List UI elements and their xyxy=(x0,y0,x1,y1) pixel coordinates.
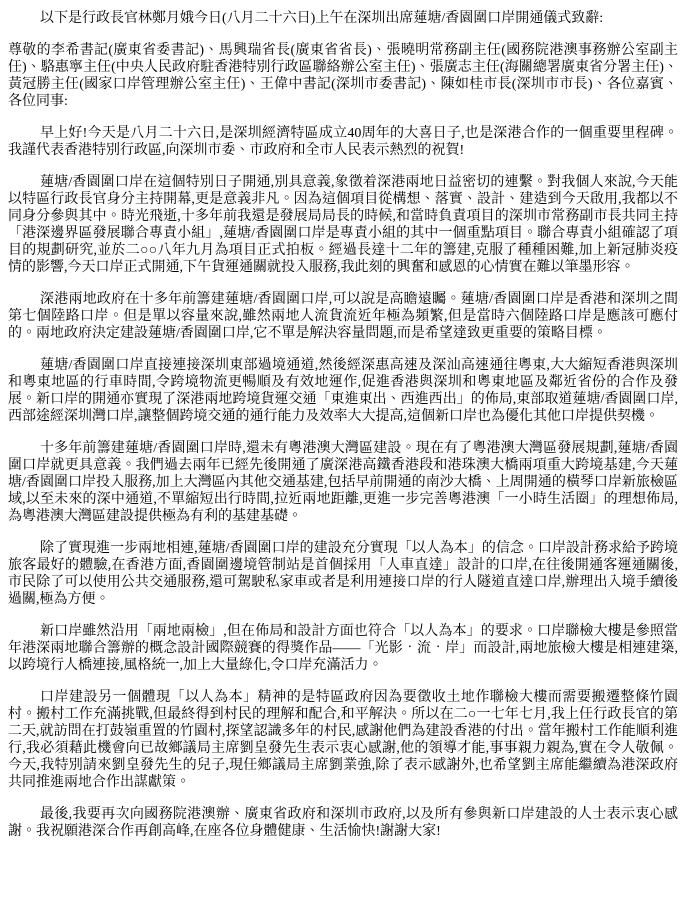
speech-paragraph: 深港兩地政府在十多年前籌建蓮塘/香園圍口岸,可以說是高瞻遠矚。蓮塘/香園圍口岸是香港和深圳之間第七個陸路口岸。但是單以容量來說,雖然兩地人流貨流近年極為頻繁,但是當時六個陸路口岸是應該可應付的。兩地政府決定建設蓮塘/香園圍口岸,它不單是解決容量問題,而是希望達致更重要的策略目標。 xyxy=(8,292,678,341)
speech-paragraph: 早上好!今天是八月二十六日,是深圳經濟特區成立40周年的大喜日子,也是深港合作的一個重要里程碑。我謹代表香港特別行政區,向深圳市委、市政府和全市人民表示熱烈的祝賀! xyxy=(8,126,678,158)
speech-paragraph: 口岸建設另一個體現「以人為本」精神的是特區政府因為要徵收土地作聯檢大樓而需要搬遷整條竹園村。搬村工作充滿挑戰,但最終得到村民的理解和配合,和平解決。所以在二○一七年七月,我上任行政長官的第二天,就訪問在打鼓嶺重置的竹園村,探望認識多年的村民,感謝他們為建設香港的付出。當年搬村工作能順利進行,我必須藉此機會向已故鄉議局主席劉皇發先生表示衷心感謝,他的領導才能,事事親力親為,實在令人敬佩。今天,我特別請來劉皇發先生的兒子,現任鄉議局主席劉業強,除了表示感謝外,也希望劉主席能繼續為港深政府共同推進兩地合作出謀獻策。 xyxy=(8,690,678,790)
document-intro-line: 以下是行政長官林鄭月娥今日(八月二十六日)上午在深圳出席蓮塘/香園圍口岸開通儀式致辭: xyxy=(40,11,604,26)
speech-paragraph: 十多年前籌建蓮塘/香園圍口岸時,還未有粵港澳大灣區建設。現在有了粵港澳大灣區發展規劃,蓮塘/香園圍口岸就更具意義。我們過去兩年已經先後開通了廣深港高鐵香港段和港珠澳大橋兩項重大跨境基建,今天蓮塘/香園圍口岸投入服務,加上大灣區內其他交通基建,包括早前開通的南沙大橋、上周開通的橫琴口岸新旅檢區域,以至未來的深中通道,不單縮短出行時間,拉近兩地距離,更進一步完善粵港澳「一小時生活圈」的理想佈局,為粵港澳大灣區建設提供極為有利的基建基礎。 xyxy=(8,441,678,524)
salutation: 尊敬的李希書記(廣東省委書記)、馬興瑞省長(廣東省省長)、張曉明常務副主任(國務院港澳事務辦公室副主任)、駱惠寧主任(中央人民政府駐香港特別行政區聯絡辦公室主任)、張廣志主任(海關總署廣東省分署主任)、黃冠勝主任(國家口岸管理辦公室主任)、王偉中書記(深圳市委書記)、陳如桂市長(深圳市市長)、各位嘉賓、各位同事: xyxy=(8,43,678,109)
speech-paragraph: 蓮塘/香園圍口岸在這個特別日子開通,別具意義,象徵着深港兩地日益密切的連繫。對我個人來說,今天能以特區行政長官身分主持開幕,更是意義非凡。因為這個項目從構想、落實、設計、建造到今天啟用,我都以不同身分參與其中。時光飛逝,十多年前我還是發展局局長的時候,和當時負責項目的深圳市常務副市長共同主持「港深邊界區發展聯合專責小組」,蓮塘/香園圍口岸是專責小組的其中一個重點項目。聯合專責小組確認了項目的規劃研究,並於二○○八年九月為項目正式拍板。經過長達十二年的籌建,克服了種種困難,加上新冠肺炎疫情的影響,今天口岸正式開通,下午貨運通關就投入服務,我此刻的興奮和感恩的心情實在難以筆墨形容。 xyxy=(8,175,678,275)
speech-paragraph: 新口岸雖然沿用「兩地兩檢」,但在佈局和設計方面也符合「以人為本」的要求。口岸聯檢大樓是參照當年港深兩地聯合籌辦的概念設計國際競賽的得獎作品——「光影‧流‧岸」而設計,兩地旅檢大樓是相連建築,以跨境行人橋連接,風格統一,加上大量綠化,令口岸充滿活力。 xyxy=(8,624,678,673)
speech-paragraph: 蓮塘/香園圍口岸直接連接深圳東部過境通道,然後經深惠高速及深汕高速通往粵東,大大縮短香港與深圳和粵東地區的行車時間,令跨境物流更暢順及有效地運作,促進香港與深圳和粵東地區及鄰近省份的合作及發展。新口岸的開通亦實現了深港兩地跨境貨運交通「東進東出、西進西出」的佈局,東部取道蓮塘/香園圍口岸,西部途經深圳灣口岸,讓整個跨境交通的通行能力及效率大大提高,這個新口岸也為優化其他口岸提供契機。 xyxy=(8,358,678,424)
speech-paragraph: 最後,我要再次向國務院港澳辦、廣東省政府和深圳市政府,以及所有參與新口岸建設的人士表示衷心感謝。我祝願港深合作再創高峰,在座各位身體健康、生活愉快!謝謝大家! xyxy=(8,807,678,839)
speech-paragraph: 除了實現進一步兩地相連,蓮塘/香園圍口岸的建設充分實現「以人為本」的信念。口岸設計務求給予跨境旅客最好的體驗,在香港方面,香園圍邊境管制站是首個採用「人車直達」設計的口岸,在往後開通客運通關後,市民除了可以使用公共交通服務,還可駕駛私家車或者是利用連接口岸的行人隧道直達口岸,辦理出入境手續後過關,極為方便。 xyxy=(8,541,678,607)
